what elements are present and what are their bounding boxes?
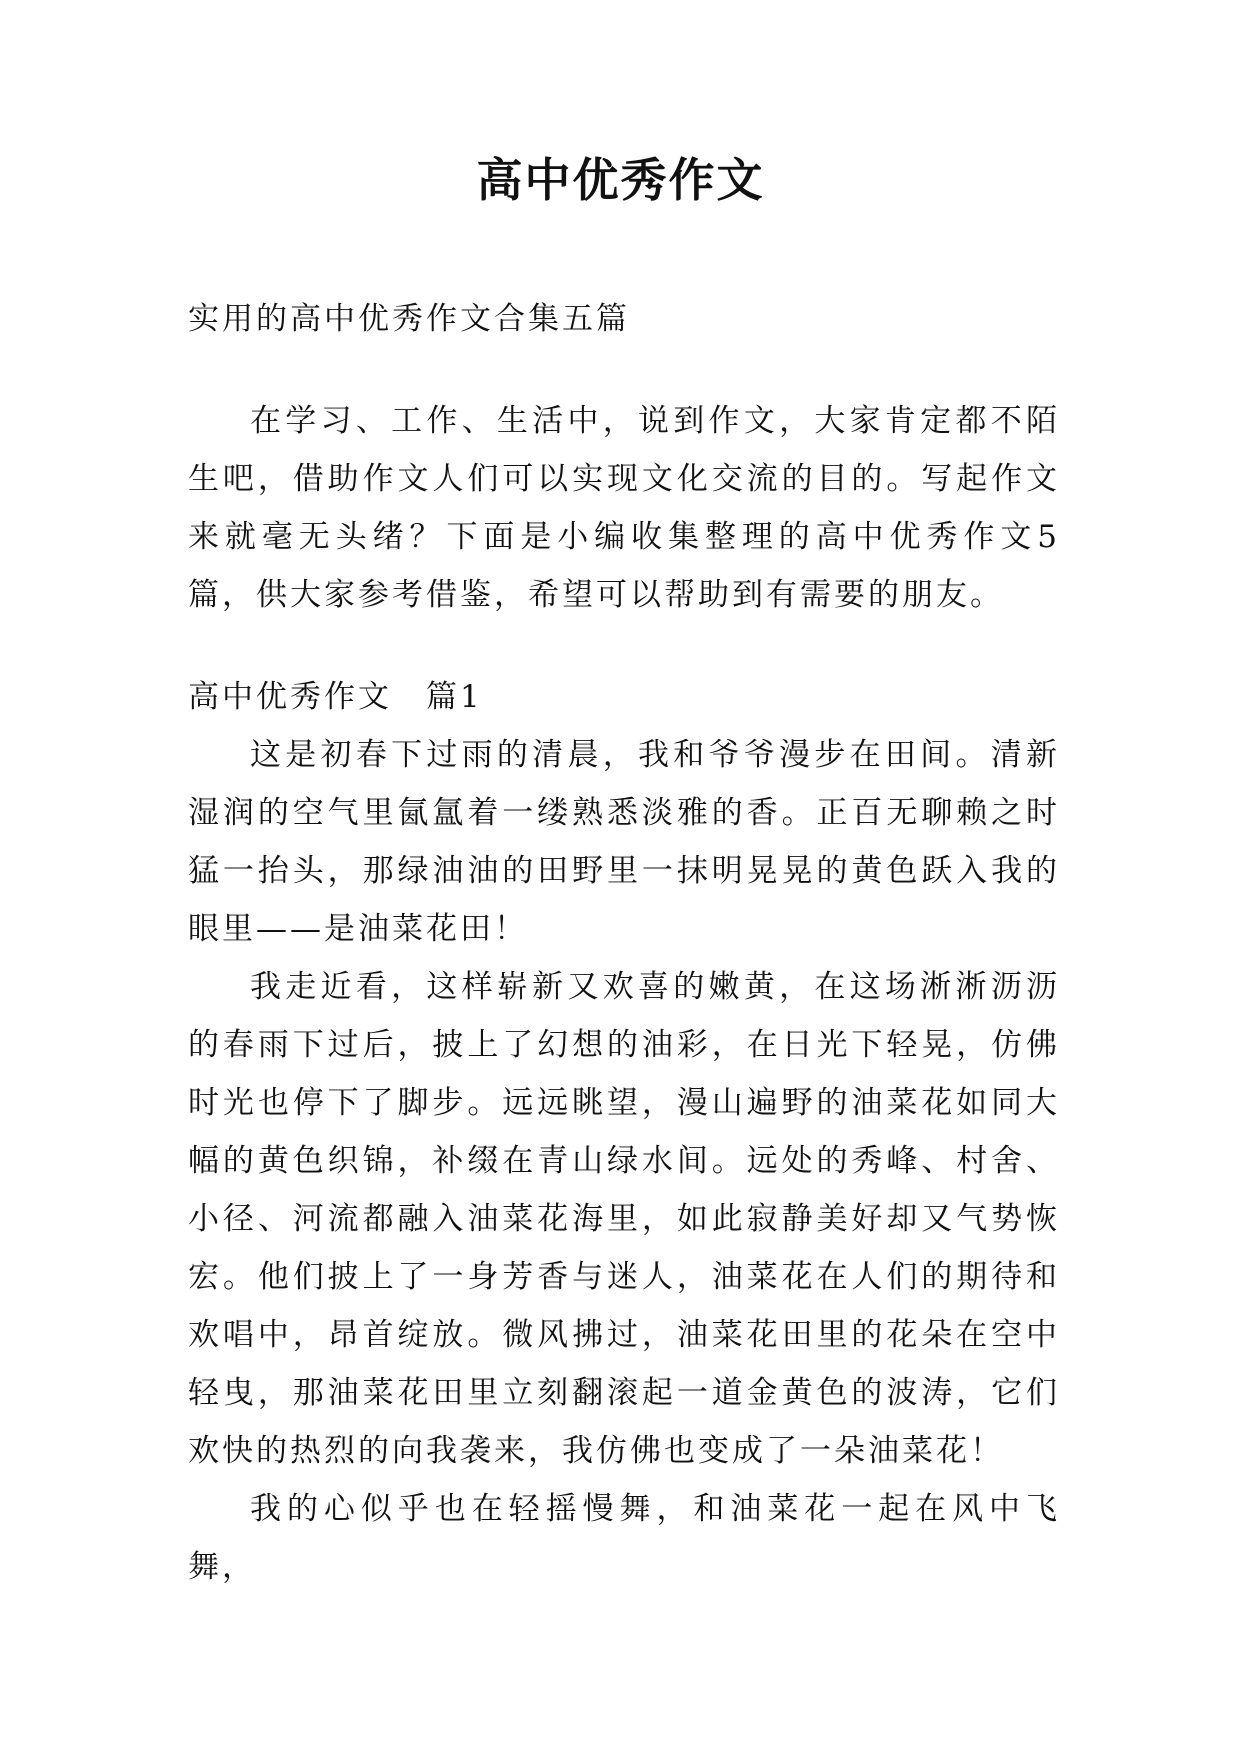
spacer — [188, 624, 1060, 668]
document-subtitle: 实用的高中优秀作文合集五篇 — [188, 301, 630, 337]
spacer — [188, 348, 1060, 392]
body-paragraph: 我走近看，这样崭新又欢喜的嫩黄，在这场淅淅沥沥的春雨下过后，披上了幻想的油彩，在日光下轻晃，仿佛时光也停下了脚步。远远眺望，漫山遍野的油菜花如同大幅的黄色织锦，补缀在青山绿水间。远处的秀峰、村舍、小径、河流都融入油菜花海里，如此寂静美好却又气势恢宏。他们披上了一身芳香与迷人，油菜花在人们的期待和欢唱中，昂首绽放。微风拂过，油菜花田里的花朵在空中轻曳，那油菜花田里立刻翻滚起一道金黄色的波涛，它们欢快的热烈的向我袭来，我仿佛也变成了一朵油菜花！ — [188, 969, 1060, 1469]
intro-paragraph: 在学习、工作、生活中，说到作文，大家肯定都不陌生吧，借助作文人们可以实现文化交流的目的。写起作文来就毫无头绪？下面是小编收集整理的高中优秀作文5篇，供大家参考借鉴，希望可以帮助到有需要的朋友。 — [188, 403, 1060, 613]
document-title: 高中优秀作文 — [476, 153, 765, 207]
document-body — [188, 290, 1060, 1596]
section-heading: 高中优秀作文 篇1 — [188, 679, 483, 715]
body-paragraph: 这是初春下过雨的清晨，我和爷爷漫步在田间。清新湿润的空气里氤氲着一缕熟悉淡雅的香。正百无聊赖之时猛一抬头，那绿油油的田野里一抹明晃晃的黄色跃入我的眼里——是油菜花田！ — [188, 737, 1060, 947]
body-paragraph: 我的心似乎也在轻摇慢舞，和油菜花一起在风中飞舞， — [188, 1491, 1060, 1585]
